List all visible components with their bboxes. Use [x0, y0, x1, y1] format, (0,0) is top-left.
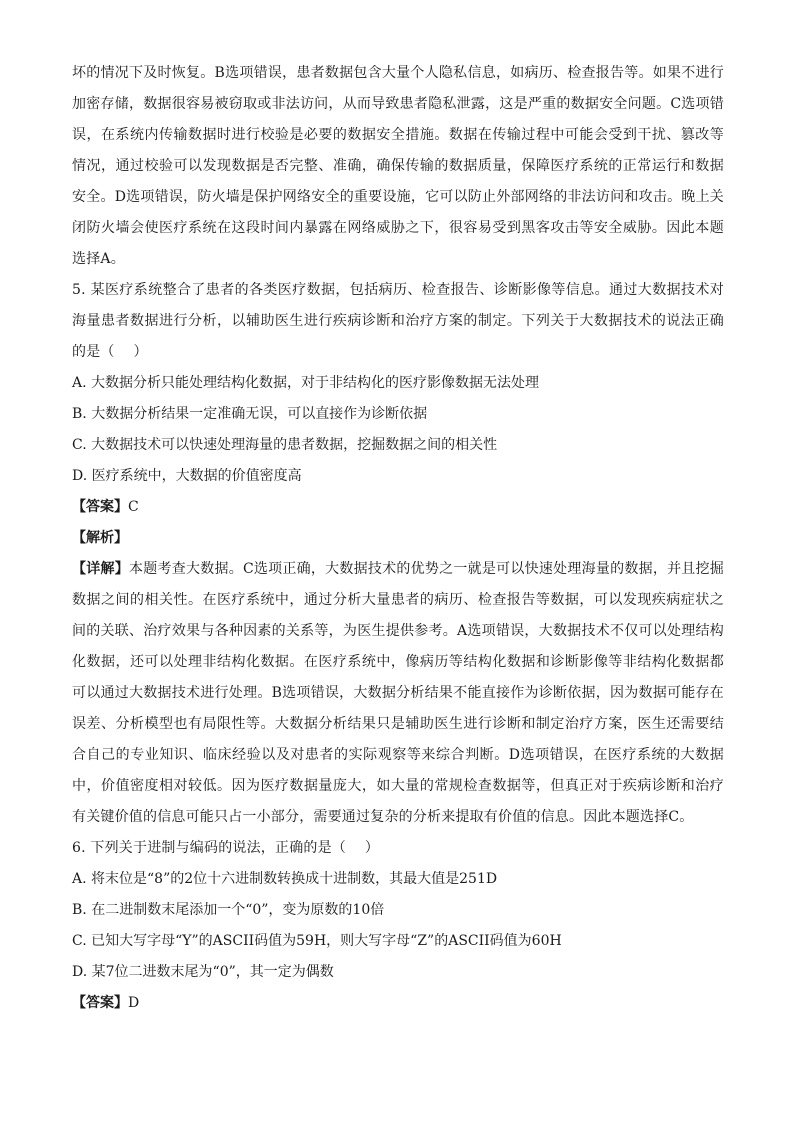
detail-tag: 【详解】 — [72, 561, 129, 577]
answer-value: C — [128, 499, 139, 515]
question-5-option-b: B. 大数据分析结果一定准确无误，可以直接作为诊断依据 — [72, 406, 428, 422]
document-page — [72, 58, 724, 1019]
question-5-answer — [72, 492, 724, 523]
analysis-tag: 【解析】 — [72, 530, 128, 546]
answer-tag: 【答案】 — [72, 995, 128, 1011]
question-6-answer — [72, 988, 724, 1019]
question-6-option-b: B. 在二进制数末尾添加一个“0”，变为原数的10倍 — [72, 902, 385, 918]
question-6-option-d: D. 某7位二进数末尾为“0”，其一定为偶数 — [72, 964, 334, 980]
question-5-option-d: D. 医疗系统中，大数据的价值密度高 — [72, 468, 302, 484]
question-5-option-c: C. 大数据技术可以快速处理海量的患者数据，挖掘数据之间的相关性 — [72, 437, 498, 453]
question-5-analysis-heading — [72, 523, 724, 554]
answer-value: D — [128, 995, 140, 1011]
question-6-stem: 6. 下列关于进制与编码的说法，正确的是（ ） — [72, 840, 380, 856]
detail-text: 本题考查大数据。C选项正确，大数据技术的优势之一就是可以快速处理海量的数据，并且挖掘数据之间的相关性。在医疗系统中，通过分析大量患者的病历、检查报告等数据，可以发现疾病症状之间的关联、治疗效果与各种因素的关系等，为医生提供参考。A选项错误，大数据技术不仅可以处理结构化数据，还可以处理非结构化数据。在医疗系统中，像病历等结构化数据和诊断影像等非结构化数据都可以通过大数据技术进行处理。B选项错误，大数据分析结果不能直接作为诊断依据，因为数据可能存在误差、分析模型也有局限性等。大数据分析结果只是辅助医生进行诊断和制定治疗方案，医生还需要结合自己的专业知识、临床经验以及对患者的实际观察等来综合判断。D选项错误，在医疗系统的大数据中，价值密度相对较低。因为医疗数据量庞大，如大量的常规检查数据等，但真正对于疾病诊断和治疗有关键价值的信息可能只占一小部分，需要通过复杂的分析来提取有价值的信息。因此本题选择C。 — [72, 561, 725, 825]
previous-explanation-text: 坏的情况下及时恢复。B选项错误，患者数据包含大量个人隐私信息，如病历、检查报告等。如果不进行加密存储，数据很容易被窃取或非法访问，从而导致患者隐私泄露，这是严重的数据安全问题。C选项错误，在系统内传输数据时进行校验是必要的数据安全措施。数据在传输过程中可能会受到干扰、篡改等情况，通过校验可以发现数据是否完整、准确，确保传输的数据质量，保障医疗系统的正常运行和数据安全。D选项错误，防火墙是保护网络安全的重要设施，它可以防止外部网络的非法访问和攻击。晚上关闭防火墙会使医疗系统在这段时间内暴露在网络威胁之下，很容易受到黑客攻击等安全威胁。因此本题选择A。 — [72, 65, 724, 267]
question-5-stem: 5. 某医疗系统整合了患者的各类医疗数据，包括病历、检查报告、诊断影像等信息。通过大数据技术对海量患者数据进行分析，以辅助医生进行疾病诊断和治疗方案的制定。下列关于大数据技术的说法正确的是（ ） — [72, 282, 724, 360]
question-6-option-a: A. 将末位是“8”的2位十六进制数转换成十进制数，其最大值是251D — [72, 871, 498, 887]
question-5-option-a: A. 大数据分析只能处理结构化数据，对于非结构化的医疗影像数据无法处理 — [72, 375, 540, 391]
answer-tag: 【答案】 — [72, 499, 128, 515]
question-5-detail — [72, 554, 724, 833]
question-6-option-c: C. 已知大写字母“Y”的ASCII码值为59H，则大写字母“Z”的ASCII码值为60H — [72, 933, 562, 949]
